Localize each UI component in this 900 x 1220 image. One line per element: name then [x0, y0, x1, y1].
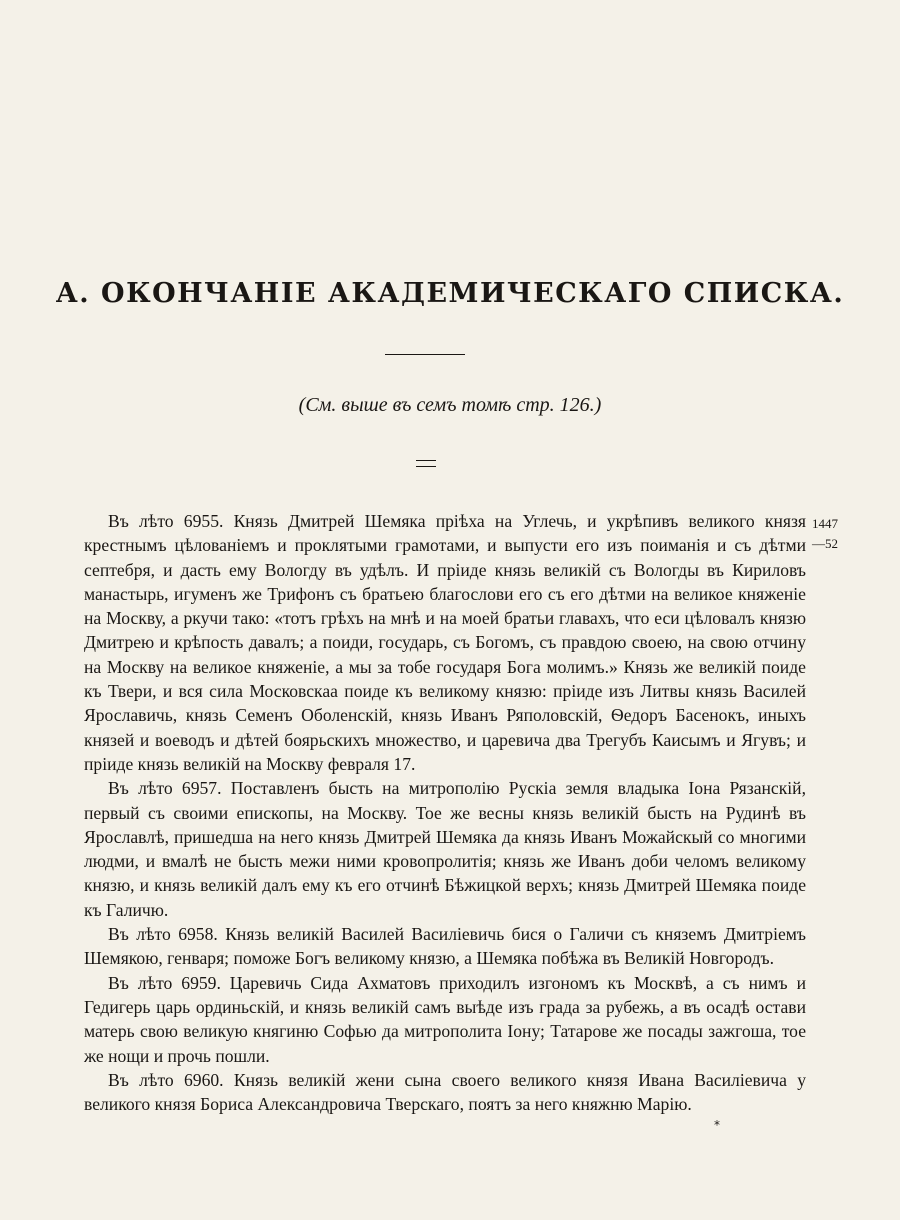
margin-years [812, 514, 838, 554]
page-title: А. ОКОНЧАНІЕ АКАДЕМИЧЕСКАГО СПИСКА. [55, 278, 845, 309]
double-divider [416, 460, 436, 467]
title-divider [385, 354, 465, 355]
footer-asterisk: * [714, 1118, 720, 1132]
paragraph-6960: Въ лѣто 6960. Князь великій жени сына своего великого князя Ивана Василіевича у великого князя Бориса Александровича Тверскаго, поятъ за него княжню Марію. [84, 1069, 806, 1115]
paragraph-6957: Въ лѣто 6957. Поставленъ бысть на митрополію Рускіа земля владыка Іона Рязанскій, первый съ своими епископы, на Москву. Тое же весны князь великій бысть на Рудинѣ въ Ярославлѣ, пришедша на него князь Дмитрей Шемяка да князь Иванъ Можайскый со многими людми, и вмалѣ не бысть межи ними кровопролитія; князь же Иванъ доби челомъ великому князю, и князь великій далъ ему къ его отчинѣ Бѣжицкой верхъ; князь Дмитрей Шемяка поиде къ Галичю. [84, 778, 806, 920]
margin-year-end: —52 [812, 536, 838, 551]
paragraph-6959: Въ лѣто 6959. Царевичь Сида Ахматовъ приходилъ изгономъ къ Москвѣ, а съ нимъ и Гедигерь царь ординьскій, и князь великій самъ выѣде изъ града за рубежь, а въ осадѣ остави матерь свою великую княгиню Софью да митрополита Іону; Татарове же посады зажгоша, тое же нощи и прочь пошли. [84, 972, 806, 1066]
paragraph-6958: Въ лѣто 6958. Князь великій Василей Василіевичь бися о Галичи съ княземъ Дмитріемъ Шемякою, генваря; поможе Богъ великому князю, а Шемяка побѣжа въ Великій Новгородъ. [84, 924, 806, 969]
paragraph-6955: Въ лѣто 6955. Князь Дмитрей Шемяка пріѣха на Углечь, и укрѣпивъ великого князя крестнымъ цѣлованіемъ и проклятыми грамотами, и выпусти его изъ поиманія и съ дѣтми септебря, и дасть ему Вологду въ удѣлъ. И пріиде князь великій съ Вологды въ Кириловъ манастырь, игуменъ же Трифонъ съ братьею благослови его съ его дѣтми на великое княженіе на Москву, а ркучи тако: «тотъ грѣхъ на мнѣ и на моей братьи главахъ, что еси цѣловалъ князю Дмитрею и крѣпость давалъ; а поиди, государь, съ Богомъ, съ правдою своею, на свою отчину на Москву на великое княженіе, а мы за тобе государя Бога молимъ.» Князь же великій поиде къ Твери, и вся сила Московскаа поиде къ великому князю: пріиде изъ Литвы князь Василей Ярославичь, князь Семенъ Оболенскій, князь Иванъ Ряполовскій, Ѳедоръ Басенокъ, иныхъ князей и воеводъ и дѣтей боярьскихъ множество, и царевича два Трегубъ Каисымъ и Ягувъ; и пріиде князь великій на Москву февраля 17. [84, 511, 806, 774]
volume-reference: (См. выше въ семъ томѣ стр. 126.) [298, 394, 602, 416]
margin-year-start: 1447 [812, 516, 838, 531]
chronicle-text [84, 509, 806, 1116]
